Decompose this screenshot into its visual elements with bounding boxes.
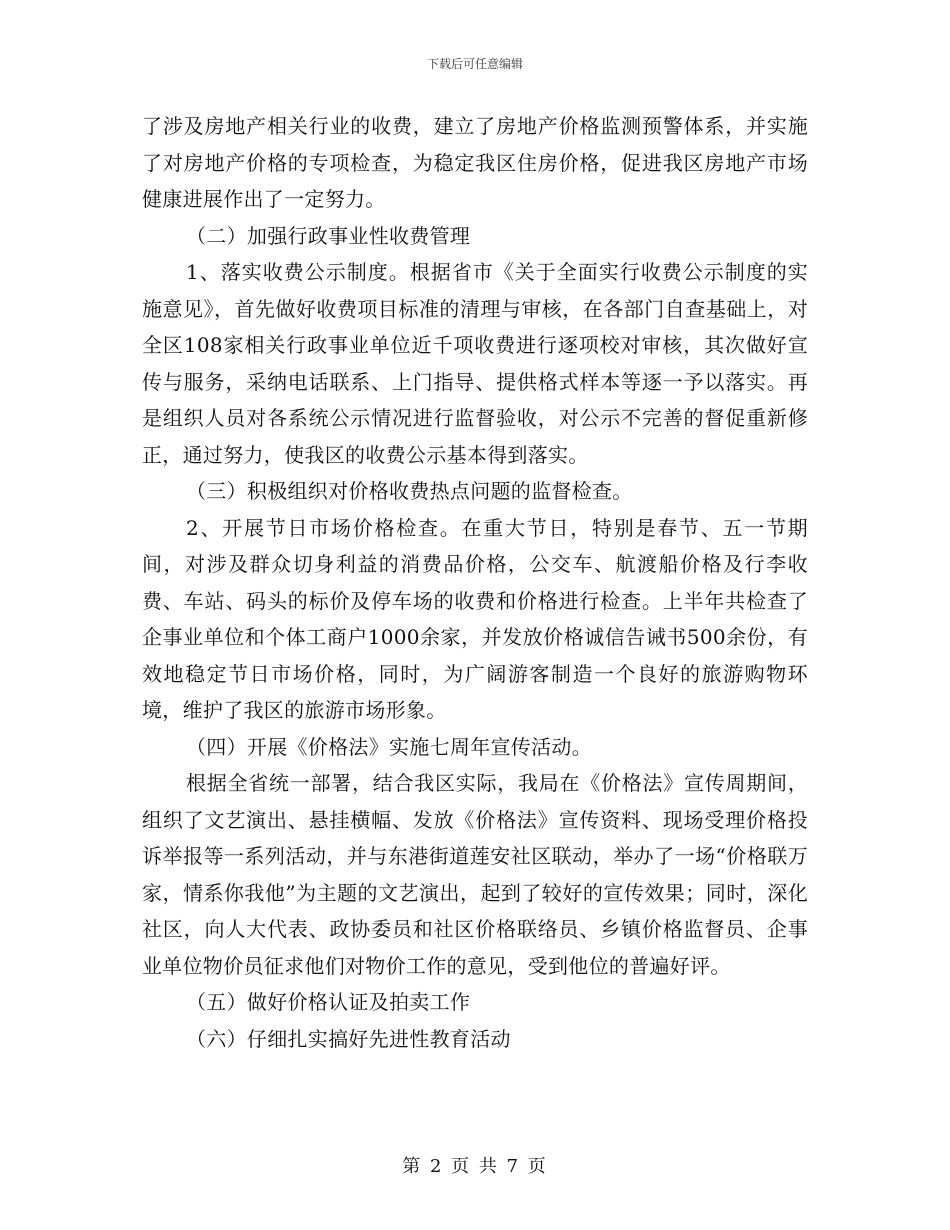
body-paragraph: 根据全省统一部署，结合我区实际，我局在《价格法》宣传周期间，组织了文艺演出、悬挂横幅、发放《价格法》宣传资料、现场受理价格投诉举报等一系列活动，并与东港街道莲安社区联动，举办了一场“价格联万家，情系你我他”为主题的文艺演出，起到了较好的宣传效果；同时，深化社区，向人大代表、政协委员和社区价格联络员、乡镇价格监督员、企事业单位物价员征求他们对物价工作的意见，受到他位的普遍好评。 [142, 771, 808, 978]
page-header-note: 下载后可任意编辑 [426, 57, 523, 71]
section-heading: （二）加强行政事业性收费管理 [186, 223, 471, 248]
page-number: 第 2 页 共 7 页 [402, 1156, 548, 1177]
document-body [142, 108, 808, 1057]
body-paragraph: 1、落实收费公示制度。根据省市《关于全面实行收费公示制度的实施意见》，首先做好收费项目标准的清理与审核，在各部门自查基础上，对全区108家相关行政事业单位近千项收费进行逐项校对审核，其次做好宣传与服务，采纳电话联系、上门指导、提供格式样本等逐一予以落实。再是组织人员对各系统公示情况进行监督验收，对公示不完善的督促重新修正，通过努力，使我区的收费公示基本得到落实。 [142, 260, 808, 467]
section-heading: （六）仔细扎实搞好先进性教育活动 [186, 1026, 511, 1051]
body-paragraph: 2、开展节日市场价格检查。在重大节日，特别是春节、五一节期间，对涉及群众切身利益的消费品价格，公交车、航渡船价格及行李收费、车站、码头的标价及停车场的收费和价格进行检查。上半年共检查了企事业单位和个体工商户1000余家，并发放价格诚信告诫书500余份，有效地稳定节日市场价格，同时，为广阔游客制造一个良好的旅游购物环境，维护了我区的旅游市场形象。 [142, 515, 808, 722]
section-heading: （五）做好价格认证及拍卖工作 [186, 990, 471, 1014]
section-heading: （三）积极组织对价格收费热点问题的监督检查。 [186, 479, 633, 503]
section-heading: （四）开展《价格法》实施七周年宣传活动。 [186, 734, 592, 759]
body-paragraph: 了涉及房地产相关行业的收费，建立了房地产价格监测预警体系，并实施了对房地产价格的专项检查，为稳定我区住房价格，促进我区房地产市场健康进展作出了一定努力。 [142, 114, 808, 211]
